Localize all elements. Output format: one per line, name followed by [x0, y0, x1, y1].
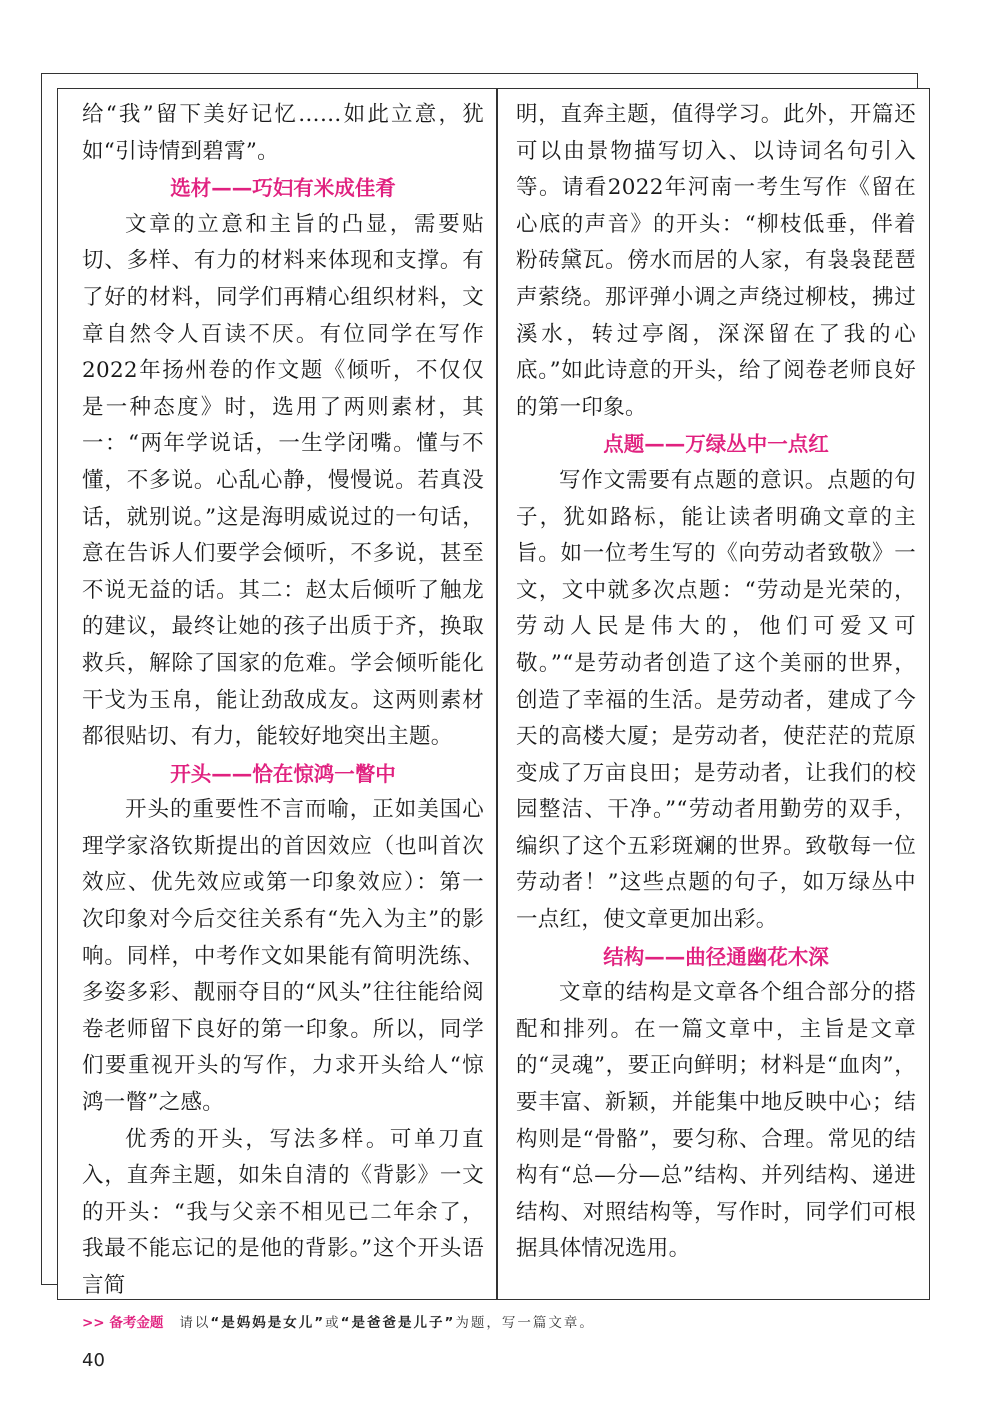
exam-prompt-text: [179, 1311, 595, 1331]
exam-prompt-label: >> 备考金题: [82, 1315, 164, 1331]
opening-paragraph-2: 优秀的开头，写法多样。可单刀直入，直奔主题，如朱自清的《背影》一文的开头：“我与父亲不相见已二年余了，我最不能忘记的是他的背影。”这个开头语言简: [82, 1126, 484, 1298]
prompt-suffix: 为题，写一篇文章。: [455, 1315, 595, 1331]
opening-paragraph-1: 开头的重要性不言而喻，正如美国心理学家洛钦斯提出的首因效应（也叫首次效应、优先效应或第一印象效应）：第一次印象对今后交往关系有“先入为主”的影响。同样，中考作文如果能有简明洗练、多姿多彩、靓丽夺目的“风头”往往能给阅卷老师留下良好的第一印象。所以，同学们要重视开头的写作，力求开头给人“惊鸿一瞥”之感。: [82, 797, 484, 1116]
structure-paragraph: 文章的结构是文章各个组合部分的搭配和排列。在一篇文章中，主旨是文章的“灵魂”，要正向鲜明；材料是“血肉”，要丰富、新颖，并能集中地反映中心；结构则是“骨骼”，要匀称、合理。常见的结构有“总—分—总”结构、并列结构、递进结构、对照结构等，写作时，同学们可根据具体情况选用。: [516, 980, 916, 1262]
prompt-prefix: 请以: [179, 1315, 211, 1331]
right-column: [516, 97, 916, 1268]
theme-paragraph: 写作文需要有点题的意识。点题的句子，犹如路标，能让读者明确文章的主旨。如一位考生写的《向劳动者致敬》一文，文中就多次点题：“劳动是光荣的，劳动人民是伟大的，他们可爱又可敬。”“是劳动者创造了这个美丽的世界，创造了幸福的生活。是劳动者，建成了今天的高楼大厦；是劳动者，使茫茫的荒原变成了万亩良田；是劳动者，让我们的校园整洁、干净。”“劳动者用勤劳的双手，编织了这个五彩斑斓的世界。致敬每一位劳动者！”这些点题的句子，如万绿丛中一点红，使文章更加出彩。: [516, 467, 916, 933]
section-heading-structure: 结构——曲径通幽花木深: [603, 944, 829, 969]
intro-paragraph: 给“我”留下美好记忆……如此立意，犹如“引诗情到碧霄”。: [82, 102, 484, 164]
column-divider: [496, 88, 498, 1300]
section-heading-selection: 选材——巧妇有米成佳肴: [170, 176, 396, 201]
exam-prompt-footer: [82, 1306, 942, 1336]
left-column: [82, 97, 484, 1305]
section-heading-theme: 点题——万绿丛中一点红: [603, 432, 829, 457]
selection-paragraph: 文章的立意和主旨的凸显，需要贴切、多样、有力的材料来体现和支撑。有了好的材料，同学们再精心组织材料，文章自然令人百读不厌。有位同学在写作2022年扬州卷的作文题《倾听，不仅仅是一种态度》时，选用了两则素材，其一：“两年学说话，一生学闭嘴。懂与不懂，不多说。心乱心静，慢慢说。若真没话，就别说。”这是海明威说过的一句话，意在告诉人们要学会倾听，不多说，甚至不说无益的话。其二：赵太后倾听了触龙的建议，最终让她的孩子出质于齐，换取救兵，解除了国家的危难。学会倾听能化干戈为玉帛，能让劲敌成友。这两则素材都很贴切、有力，能较好地突出主题。: [82, 211, 484, 750]
section-heading-opening: 开头——恰在惊鸿一瞥中: [170, 761, 396, 786]
page-number: 40: [82, 1350, 105, 1371]
prompt-title-1: “是妈妈是女儿”: [210, 1315, 326, 1331]
prompt-middle: 或: [325, 1315, 341, 1331]
prompt-title-2: “是爸爸是儿子”: [340, 1315, 456, 1331]
continued-paragraph: 明，直奔主题，值得学习。此外，开篇还可以由景物描写切入、以诗词名句引入等。请看2022年河南一考生写作《留在心底的声音》的开头：“柳枝低垂，伴着粉砖黛瓦。傍水而居的人家，有袅袅琵琶声萦绕。那评弹小调之声绕过柳枝，拂过溪水，转过亭阁，深深留在了我的心底。”如此诗意的开头，给了阅卷老师良好的第一印象。: [516, 102, 916, 420]
